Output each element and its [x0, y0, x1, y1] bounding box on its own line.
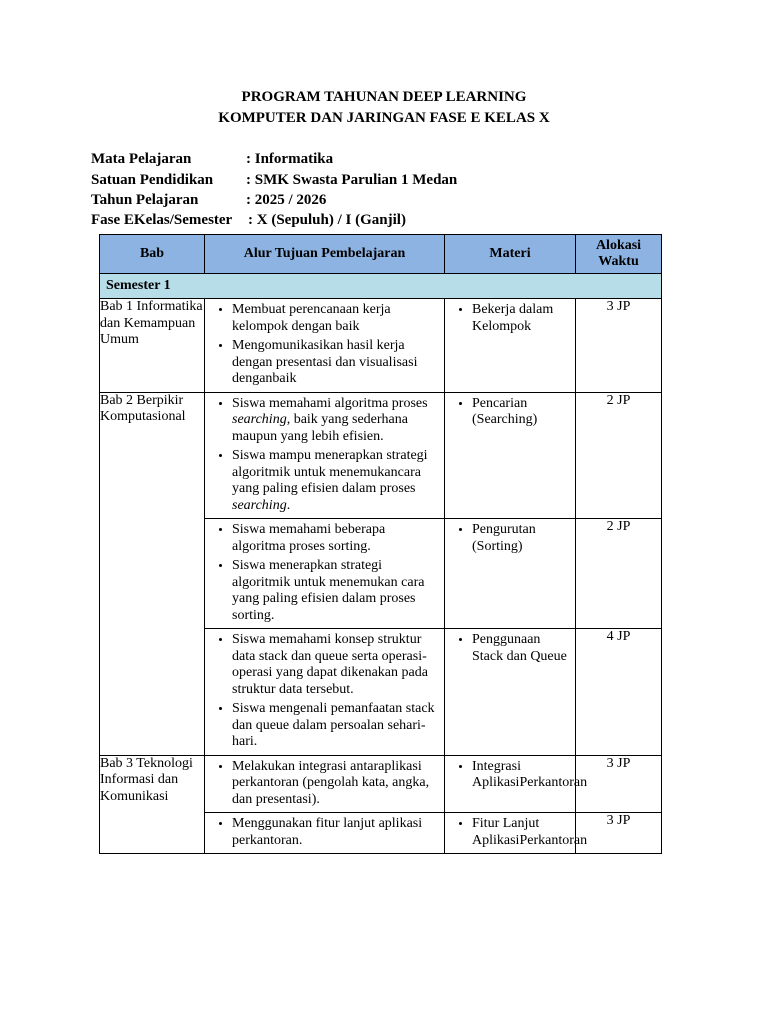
materi-item: • Integrasi AplikasiPerkantoran — [472, 759, 571, 792]
alokasi-cell: 3 JP — [576, 755, 662, 813]
atp-cell — [205, 299, 445, 393]
materi-cell — [445, 392, 576, 519]
table-header-row — [100, 235, 662, 274]
table-row — [100, 392, 662, 519]
meta-value: : SMK Swasta Parulian 1 Medan — [246, 172, 458, 188]
materi-cell — [445, 629, 576, 756]
meta-label: Mata Pelajaran — [91, 151, 192, 167]
alokasi-cell: 2 JP — [576, 519, 662, 629]
atp-item: • Mengomunikasikan hasil kerja dengan presentasi dan visualisasi denganbaik — [232, 338, 440, 388]
meta-value: : X (Sepuluh) / I (Ganjil) — [248, 212, 406, 228]
bab-cell: Bab 3 Teknologi Informasi dan Komunikasi — [100, 755, 205, 854]
bab-cell: Bab 2 Berpikir Komputasional — [100, 392, 205, 755]
document-title-line2: KOMPUTER DAN JARINGAN FASE E KELAS X — [218, 110, 550, 126]
materi-cell — [445, 813, 588, 854]
table-row — [100, 755, 662, 813]
materi-item: • Penggunaan Stack dan Queue — [472, 632, 571, 665]
atp-item: • Siswa memahami algoritma proses searching, baik yang sederhana maupun yang lebih efisien. — [232, 396, 440, 446]
header-alokasi-waktu: Alokasi Waktu — [576, 235, 662, 274]
atp-cell — [205, 813, 445, 854]
meta-value: : Informatika — [246, 151, 334, 167]
alokasi-cell: 2 JP — [576, 392, 662, 519]
atp-item: • Siswa mengenali pemanfaatan stack dan queue dalam persoalan sehari-hari. — [232, 701, 440, 751]
atp-item: • Membuat perencanaan kerja kelompok dengan baik — [232, 302, 440, 335]
header-materi: Materi — [445, 235, 576, 274]
meta-label: Tahun Pelajaran — [91, 192, 199, 208]
materi-item: • Fitur Lanjut AplikasiPerkantoran — [472, 816, 571, 849]
header-bab: Bab — [100, 235, 205, 274]
alokasi-cell: 3 JP — [576, 299, 662, 393]
atp-item: • Menggunakan fitur lanjut aplikasi perkantoran. — [232, 816, 440, 849]
atp-item: • Siswa memahami konsep struktur data stack dan queue serta operasi-operasi yang dapat dikenakan pada struktur data tersebut. — [232, 632, 440, 698]
materi-cell — [445, 299, 576, 393]
atp-item: • Siswa memahami beberapa algoritma proses sorting. — [232, 522, 440, 555]
atp-cell — [205, 519, 445, 629]
document-title-line1: PROGRAM TAHUNAN DEEP LEARNING — [241, 89, 527, 105]
semester-label: Semester 1 — [100, 274, 662, 299]
materi-item: • Pencarian (Searching) — [472, 396, 571, 429]
atp-cell — [205, 629, 445, 756]
atp-cell — [205, 392, 445, 519]
atp-item: • Siswa mampu menerapkan strategi algoritmik untuk menemukancara yang paling efisien dalam proses searching. — [232, 448, 440, 514]
alokasi-cell: 4 JP — [576, 629, 662, 756]
meta-label: Satuan Pendidikan — [91, 172, 214, 188]
alokasi-cell: 3 JP — [576, 813, 662, 854]
meta-label: Fase EKelas/Semester — [91, 212, 233, 228]
bab-cell: Bab 1 Informatika dan Kemampuan Umum — [100, 299, 205, 393]
atp-cell — [205, 755, 445, 813]
program-table — [99, 234, 662, 854]
materi-cell — [445, 519, 576, 629]
materi-item: • Pengurutan (Sorting) — [472, 522, 571, 555]
meta-value: : 2025 / 2026 — [246, 192, 327, 208]
materi-cell — [445, 755, 588, 813]
semester-row — [100, 274, 662, 299]
atp-item: • Siswa menerapkan strategi algoritmik untuk menemukan cara yang paling efisien dalam proses sorting. — [232, 558, 440, 624]
atp-item: • Melakukan integrasi antaraplikasi perkantoran (pengolah kata, angka, dan presentasi). — [232, 759, 440, 809]
table-row — [100, 299, 662, 393]
materi-item: • Bekerja dalam Kelompok — [472, 302, 571, 335]
header-atp: Alur Tujuan Pembelajaran — [205, 235, 445, 274]
